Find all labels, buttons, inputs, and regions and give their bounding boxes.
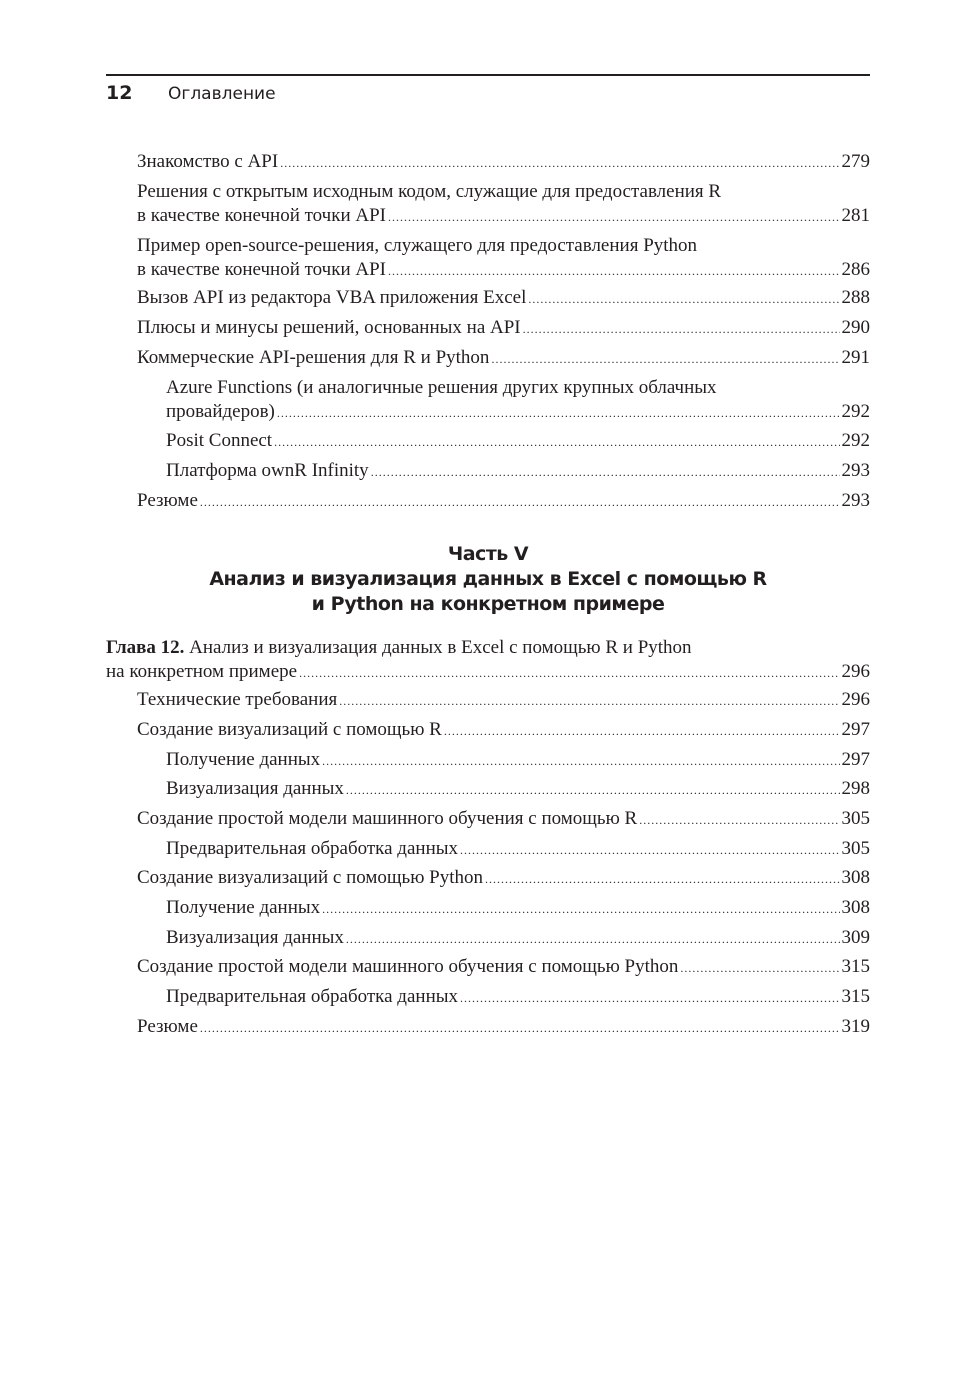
page-ref: 290 [841, 317, 870, 338]
page-ref: 281 [841, 205, 870, 226]
page-ref: 319 [841, 1016, 870, 1037]
page-ref: 296 [841, 661, 870, 682]
part-label: Часть V [447, 543, 529, 565]
toc-entry[interactable]: Резюме ..... 293 [137, 489, 870, 514]
part-title-line1: Анализ и визуализация данных в Excel с помощью R [209, 568, 767, 590]
page-ref: 293 [841, 460, 870, 481]
page-ref: 292 [841, 430, 870, 451]
page-ref: 291 [841, 347, 870, 368]
page-ref: 315 [841, 986, 870, 1007]
page-number: 12 [106, 82, 133, 104]
page-ref: 279 [841, 151, 870, 172]
toc-entry[interactable]: Создание простой модели машинного обучения с помощью Python ..... 315 [137, 955, 870, 980]
toc-entry[interactable]: Технические требования ..... 296 [137, 688, 870, 713]
toc-entry[interactable]: Posit Connect ..... 292 [166, 429, 870, 454]
toc-entry[interactable]: Создание визуализаций с помощью R ..... 297 [137, 718, 870, 743]
page-ref: 297 [841, 749, 870, 770]
page-ref: 309 [841, 927, 870, 948]
page-ref: 296 [841, 689, 870, 710]
page-ref: 297 [841, 719, 870, 740]
toc-entry[interactable]: Получение данных ..... 297 [166, 748, 870, 773]
chapter-label: Глава 12. [106, 637, 185, 658]
header-rule [106, 74, 870, 76]
toc-entry[interactable]: Пример open-source-решения, служащего для предоставления Python в качестве конечной точки API ..... 286 [137, 234, 870, 283]
running-title: Оглавление [168, 84, 276, 104]
part-title-line2: и Python на конкретном примере [311, 593, 665, 615]
part-heading [106, 542, 870, 617]
toc-entry[interactable]: Знакомство с API ..... 279 [137, 150, 870, 175]
toc-entry[interactable]: Предварительная обработка данных ..... 305 [166, 837, 870, 862]
page-ref: 293 [841, 490, 870, 511]
toc-entry[interactable]: Плюсы и минусы решений, основанных на API ..... 290 [137, 316, 870, 341]
toc-entry[interactable]: Решения с открытым исходным кодом, служащие для предоставления R в качестве конечной точки API ..... 281 [137, 180, 870, 229]
toc-entry[interactable]: Создание простой модели машинного обучения с помощью R ..... 305 [137, 807, 870, 832]
toc-entry[interactable]: Коммерческие API-решения для R и Python ..... 291 [137, 346, 870, 371]
page-ref: 286 [841, 259, 870, 280]
toc-entry[interactable]: Создание визуализаций с помощью Python ..... 308 [137, 866, 870, 891]
page-ref: 305 [841, 838, 870, 859]
page-ref: 315 [841, 956, 870, 977]
page-ref: 308 [841, 867, 870, 888]
toc-entry[interactable]: Azure Functions (и аналогичные решения других крупных облачных провайдеров) ..... 292 [166, 376, 870, 425]
toc-entry[interactable]: Визуализация данных ..... 298 [166, 777, 870, 802]
toc-entry[interactable]: Визуализация данных ..... 309 [166, 926, 870, 951]
page-ref: 288 [841, 287, 870, 308]
toc-entry[interactable]: Резюме ..... 319 [137, 1015, 870, 1040]
toc-entry[interactable]: Вызов API из редактора VBA приложения Excel ..... 288 [137, 286, 870, 311]
toc-entry[interactable]: Получение данных ..... 308 [166, 896, 870, 921]
page-ref: 308 [841, 897, 870, 918]
page-ref: 305 [841, 808, 870, 829]
chapter-entry[interactable]: Глава 12. Анализ и визуализация данных в Excel с помощью R и Python на конкретном примере ..... 296 [106, 636, 870, 685]
page-ref: 298 [841, 778, 870, 799]
toc-entry[interactable]: Платформа ownR Infinity ..... 293 [166, 459, 870, 484]
page-ref: 292 [841, 401, 870, 422]
toc-entry[interactable]: Предварительная обработка данных ..... 315 [166, 985, 870, 1010]
